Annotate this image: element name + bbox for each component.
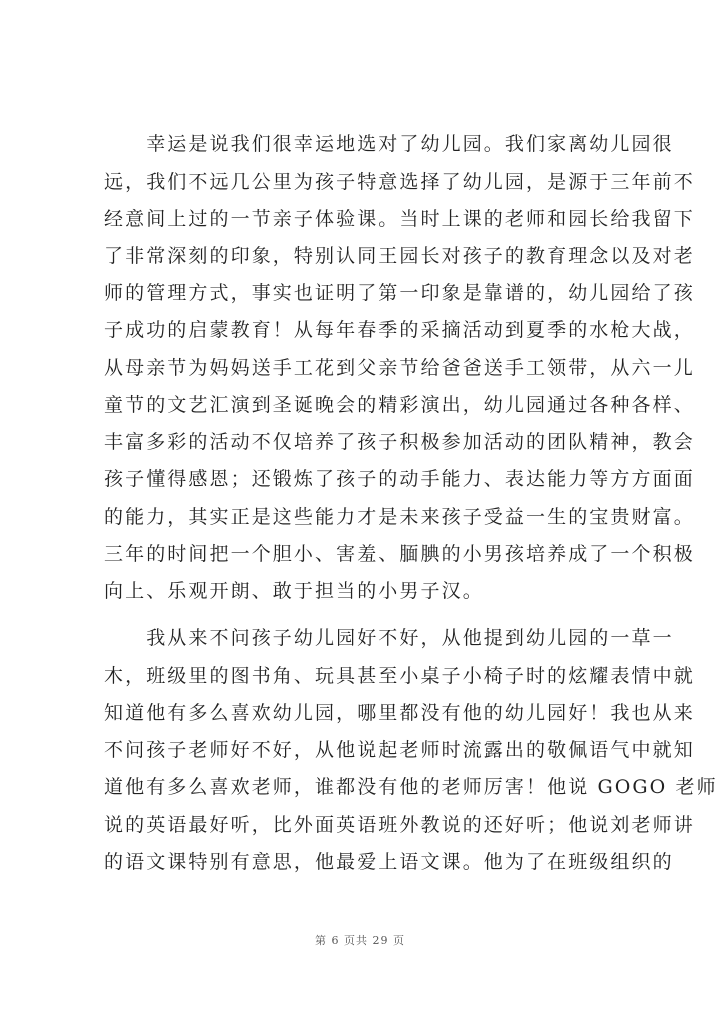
text-line: 童节的文艺汇演到圣诞晚会的精彩演出，幼儿园通过各种各样、: [104, 394, 695, 416]
text-line: 向上、乐观开朗、敢于担当的小男子汉。: [104, 580, 484, 602]
text-line: 的能力，其实正是这些能力才是未来孩子受益一生的宝贵财富。: [104, 506, 695, 528]
text-line: 我从来不问孩子幼儿园好不好，从他提到幼儿园的一草一: [104, 627, 674, 649]
page-number-footer: 第 6 页共 29 页: [315, 934, 405, 947]
text-line: 说的英语最好听，比外面英语班外教说的还好听；他说刘老师讲: [104, 814, 695, 836]
text-line: 子成功的启蒙教育！从每年春季的采摘活动到夏季的水枪大战，: [104, 319, 695, 341]
text-line: 孩子懂得感恩；还锻炼了孩子的动手能力、表达能力等方方面面: [104, 468, 695, 490]
text-line: 知道他有多么喜欢幼儿园，哪里都没有他的幼儿园好！我也从来: [104, 702, 695, 724]
text-line: 幸运是说我们很幸运地选对了幼儿园。我们家离幼儿园很: [104, 133, 674, 155]
text-line: 的语文课特别有意思，他最爱上语文课。他为了在班级组织的: [104, 851, 674, 873]
text-line: 了非常深刻的印象，特别认同王园长对孩子的教育理念以及对老: [104, 245, 695, 267]
text-line: 丰富多彩的活动不仅培养了孩子积极参加活动的团队精神，教会: [104, 431, 695, 453]
text-line: 三年的时间把一个胆小、害羞、腼腆的小男孩培养成了一个积极: [104, 543, 695, 565]
text-line: 不问孩子老师好不好，从他说起老师时流露出的敬佩语气中就知: [104, 739, 695, 761]
text-line: 从母亲节为妈妈送手工花到父亲节给爸爸送手工领带，从六一儿: [104, 357, 695, 379]
text-line: 师的管理方式，事实也证明了第一印象是靠谱的，幼儿园给了孩: [104, 282, 695, 304]
text-line: 木，班级里的图书角、玩具甚至小桌子小椅子时的炫耀表情中就: [104, 665, 695, 687]
text-line: 经意间上过的一节亲子体验课。当时上课的老师和园长给我留下: [104, 208, 695, 230]
text-line: 道他有多么喜欢老师，谁都没有他的老师厉害！他说 GOGO 老师: [104, 776, 718, 798]
text-line: 远，我们不远几公里为孩子特意选择了幼儿园，是源于三年前不: [104, 171, 695, 193]
